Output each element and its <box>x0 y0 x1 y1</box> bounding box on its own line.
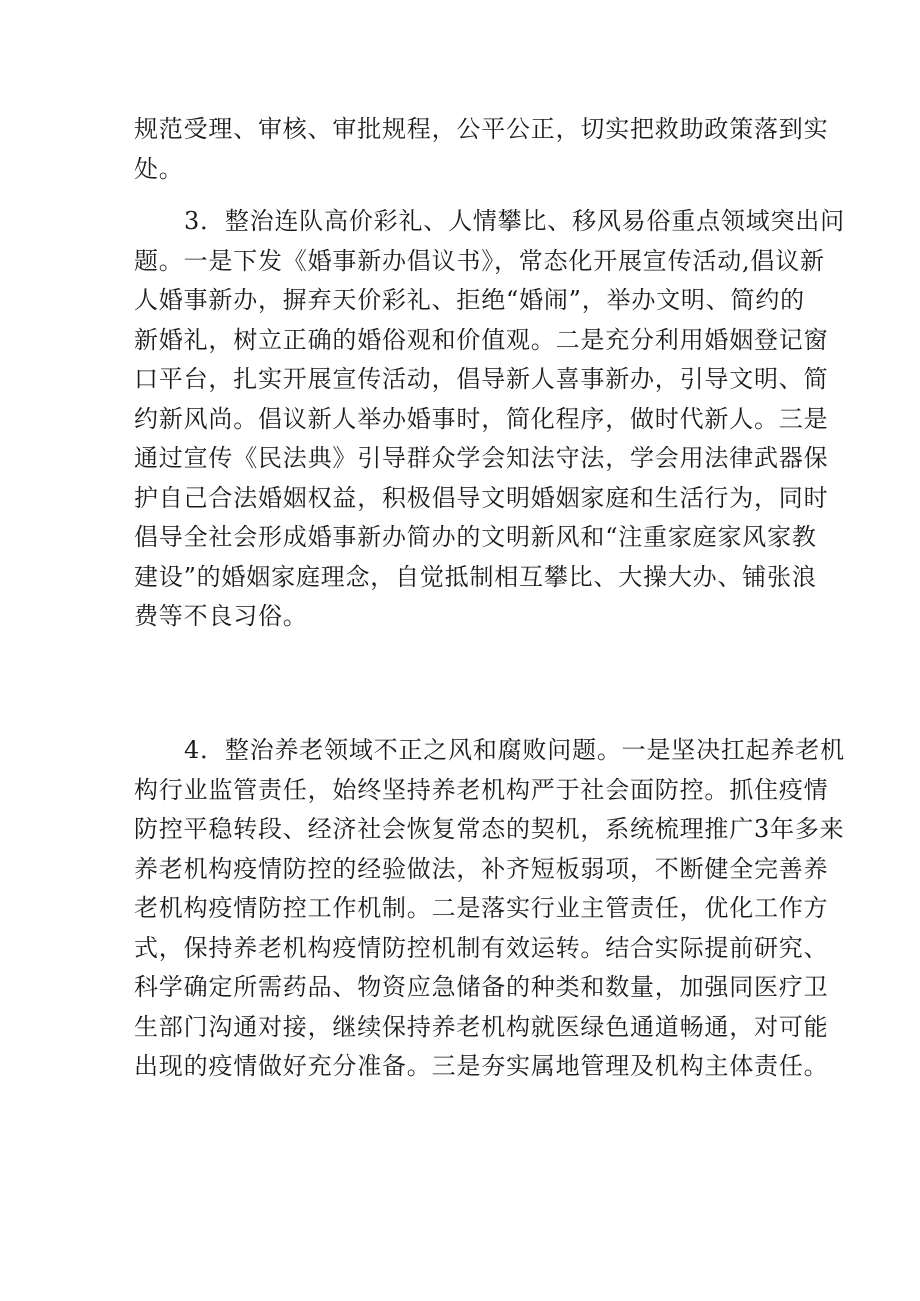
paragraph-item-3 <box>134 202 845 637</box>
text-line: 防控平稳转段、经济社会恢复常态的契机，系统梳理推广3年多来 <box>134 815 845 843</box>
text-line: 题。一是下发《婚事新办倡议书》，常态化开展宣传活动,倡议新 <box>134 246 825 275</box>
text-line: 生部门沟通对接，继续保持养老机构就医绿色通道畅通，对可能 <box>134 1012 829 1041</box>
text-line: 处。 <box>134 154 184 183</box>
text-line: 3．整治连队高价彩礼、人情攀比、移风易俗重点领域突出问 <box>184 207 845 235</box>
text-line: 出现的疫情做好充分准备。三是夯实属地管理及机构主体责任。 <box>134 1052 829 1080</box>
text-line: 科学确定所需药品、物资应急储备的种类和数量，加强同医疗卫 <box>134 973 829 1001</box>
text-line: 费等不良习俗。 <box>134 602 308 630</box>
text-line: 老机构疫情防控工作机制。二是落实行业主管责任，优化工作方 <box>134 894 829 922</box>
paragraph-item-4 <box>134 731 845 1087</box>
text-line: 倡导全社会形成婚事新办简办的文明新风和“注重家庭家风家教 <box>134 523 817 551</box>
paragraph-relief-policy <box>134 110 829 189</box>
text-line: 新婚礼，树立正确的婚俗观和价值观。二是充分利用婚姻登记窗 <box>134 325 829 354</box>
text-line: 通过宣传《民法典》引导群众学会知法守法，学会用法律武器保 <box>134 444 829 472</box>
text-line: 口平台，扎实开展宣传活动，倡导新人喜事新办，引导文明、简 <box>134 365 829 393</box>
text-line: 构行业监管责任，始终坚持养老机构严于社会面防控。抓住疫情 <box>134 775 829 804</box>
text-line: 护自己合法婚姻权益，积极倡导文明婚姻家庭和生活行为，同时 <box>134 483 829 512</box>
text-line: 式，保持养老机构疫情防控机制有效运转。结合实际提前研究、 <box>134 933 829 962</box>
text-line: 规范受理、审核、审批规程，公平公正，切实把救助政策落到实 <box>134 115 829 143</box>
text-line: 4．整治养老领域不正之风和腐败问题。一是坚决扛起养老机 <box>184 736 845 764</box>
text-line: 约新风尚。倡议新人举办婚事时，简化程序，做时代新人。三是 <box>134 404 829 433</box>
text-line: 养老机构疫情防控的经验做法，补齐短板弱项，不断健全完善养 <box>134 854 829 883</box>
text-line: 人婚事新办，摒弃天价彩礼、拒绝“婚闹”，举办文明、简约的 <box>134 286 805 314</box>
text-line: 建设”的婚姻家庭理念，自觉抵制相互攀比、大操大办、铺张浪 <box>134 562 817 591</box>
